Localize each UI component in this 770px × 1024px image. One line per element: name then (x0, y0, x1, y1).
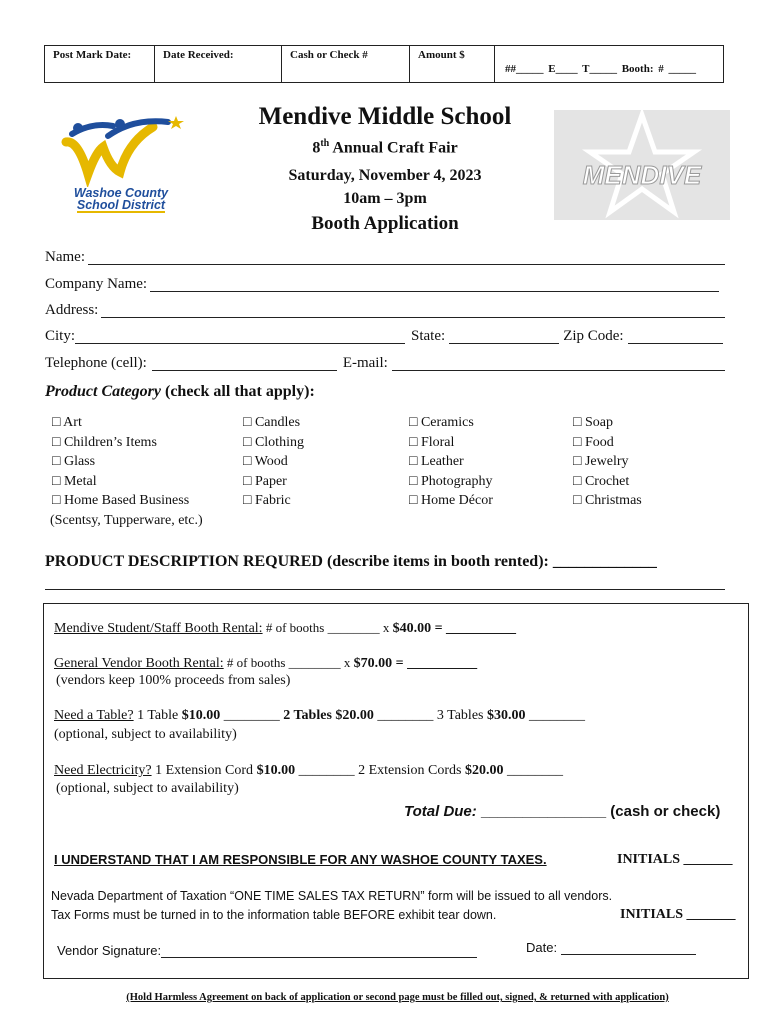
category-option[interactable]: □ Crochet (573, 473, 630, 489)
badge-text: MENDIVE (582, 160, 702, 190)
fair-date: Saturday, November 4, 2023 (288, 167, 482, 184)
elec-one-price: $10.00 (256, 763, 296, 778)
initials-field-2[interactable]: INITIALS _______ (620, 907, 736, 922)
city-row (45, 328, 723, 345)
name-label: Name: (45, 249, 85, 265)
description-label: PRODUCT DESCRIPTION REQURED (describe items in booth rented): _____________ (45, 553, 657, 570)
total-due-method: (cash or check) (610, 803, 721, 820)
student-rental-row (54, 620, 516, 637)
category-option[interactable]: □ Floral (409, 434, 455, 450)
signature-input[interactable] (161, 943, 477, 958)
cash-check-cell: Cash or Check # (282, 46, 410, 82)
category-option[interactable]: □ Clothing (243, 434, 304, 450)
student-booths[interactable]: # of booths ________ x (262, 620, 393, 635)
category-option[interactable]: □ Christmas (573, 493, 642, 508)
fair-time: 10am – 3pm (343, 190, 427, 207)
table-two-input[interactable]: ________ 3 Tables (373, 708, 487, 723)
category-option[interactable]: □ Ceramics (409, 415, 474, 430)
amount-cell: Amount $ (410, 46, 495, 82)
name-input[interactable] (88, 249, 725, 265)
company-input[interactable] (150, 276, 719, 292)
elec-two-price: $20.00 (465, 763, 504, 778)
nevada-notice-1: Nevada Department of Taxation “ONE TIME SALES TAX RETURN” form will be issued to all vendors. (51, 889, 613, 903)
city-label: City: (45, 328, 76, 344)
category-option[interactable]: □ Home Based Business (52, 493, 190, 508)
category-option[interactable]: □ Paper (243, 473, 287, 489)
category-option[interactable]: □ Candles (243, 415, 301, 430)
category-option[interactable]: □ Photography (409, 473, 493, 489)
name-row (45, 249, 725, 266)
category-option[interactable]: □ Food (573, 434, 614, 450)
table-one: 1 Table (133, 708, 182, 723)
logo-line2: School District (76, 198, 166, 212)
office-use-header (44, 45, 724, 83)
category-col-2 (243, 413, 304, 511)
category-title: Product Category (45, 383, 161, 400)
company-label: Company Name: (45, 276, 148, 292)
electricity-row (54, 763, 563, 779)
elec-two-input[interactable]: ________ (503, 763, 564, 778)
vendor-rental-label: General Vendor Booth Rental: (54, 656, 224, 671)
category-heading (45, 383, 315, 401)
nevada-notice-2: Tax Forms must be turned in to the information table BEFORE exhibit tear down. (51, 908, 497, 922)
initials-field-1[interactable]: INITIALS _______ (617, 852, 733, 867)
phone-label: Telephone (cell): (45, 355, 147, 371)
category-option-note: (Scentsy, Tupperware, etc.) (50, 512, 203, 528)
signature-label: Vendor Signature: (57, 943, 162, 958)
zip-input[interactable] (628, 328, 723, 344)
date-received-cell: Date Received: (155, 46, 282, 82)
category-hint: (check all that apply): (161, 383, 315, 400)
electricity-label: Need Electricity? (54, 763, 152, 778)
table-three-input[interactable]: ________ (525, 708, 585, 723)
vendor-price: $70.00 = __________ (353, 656, 478, 671)
state-input[interactable] (449, 328, 559, 344)
zip-label: Zip Code: (563, 328, 624, 344)
student-rental-label: Mendive Student/Staff Booth Rental: (54, 621, 263, 636)
category-option[interactable]: □ Metal (52, 473, 97, 489)
elec-one-input[interactable]: ________ 2 Extension Cords (295, 763, 466, 778)
logo-line1: Washoe County (73, 186, 169, 200)
phone-row (45, 355, 725, 372)
category-option[interactable]: □ Wood (243, 454, 288, 469)
tax-statement: I UNDERSTAND THAT I AM RESPONSIBLE FOR ANY WASHOE COUNTY TAXES. (54, 852, 547, 867)
fair-name: Annual Craft Fair (329, 139, 458, 157)
category-col-3 (409, 413, 493, 511)
vendor-booths[interactable]: # of booths ________ x (223, 655, 354, 670)
date-label: Date: (526, 940, 558, 955)
electricity-note: (optional, subject to availability) (56, 781, 239, 796)
category-option[interactable]: □ Glass (52, 454, 96, 469)
email-label: E-mail: (342, 355, 388, 371)
table-row (54, 708, 585, 724)
signature-row (57, 943, 477, 958)
student-price: $40.00 = __________ (392, 621, 517, 636)
total-due-input[interactable]: _______________ (476, 803, 611, 820)
category-option[interactable]: □ Children’s Items (52, 434, 157, 450)
school-title: Mendive Middle School (258, 103, 512, 130)
form-title: Booth Application (311, 213, 459, 234)
description-input[interactable] (45, 589, 725, 590)
fair-ordinal: th (320, 138, 330, 149)
state-label: State: (411, 328, 446, 344)
category-option[interactable]: □ Home Décor (409, 493, 493, 508)
address-label: Address: (45, 302, 99, 318)
date-input[interactable] (561, 940, 696, 955)
fair-number: 8 (312, 139, 321, 157)
table-note: (optional, subject to availability) (54, 727, 237, 742)
category-option[interactable]: □ Jewelry (573, 454, 629, 469)
vendor-rental-row (54, 655, 477, 672)
category-col-4 (573, 413, 642, 511)
vendor-note: (vendors keep 100% proceeds from sales) (56, 673, 291, 688)
booth-code-cell: ##_____ E____ T_____ Booth: # _____ (505, 63, 697, 75)
category-option[interactable]: □ Art (52, 415, 82, 430)
table-one-price: $10.00 (181, 708, 221, 723)
table-three-price: $30.00 (486, 708, 526, 723)
category-col-1 (52, 413, 203, 530)
address-input[interactable] (101, 302, 725, 318)
date-row (526, 940, 696, 955)
category-option[interactable]: □ Leather (409, 454, 464, 469)
total-due-label: Total Due: (404, 803, 477, 820)
post-mark-date-cell: Post Mark Date: (45, 46, 155, 82)
category-option[interactable]: □ Soap (573, 415, 613, 430)
phone-input[interactable] (152, 355, 337, 371)
category-option[interactable]: □ Fabric (243, 493, 291, 508)
table-label: Need a Table? (54, 708, 134, 723)
table-one-input[interactable]: ________ (220, 708, 284, 723)
address-row (45, 302, 725, 319)
email-input[interactable] (392, 355, 725, 371)
table-two: 2 Tables $20.00 (283, 708, 374, 723)
total-due-row (404, 803, 720, 820)
elec-one: 1 Extension Cord (151, 763, 257, 778)
city-input[interactable] (75, 328, 405, 344)
fair-title (0, 138, 770, 157)
footer-note: (Hold Harmless Agreement on back of application or second page must be filled out, signed, & returned with application) (126, 992, 669, 1003)
company-row (45, 276, 719, 293)
